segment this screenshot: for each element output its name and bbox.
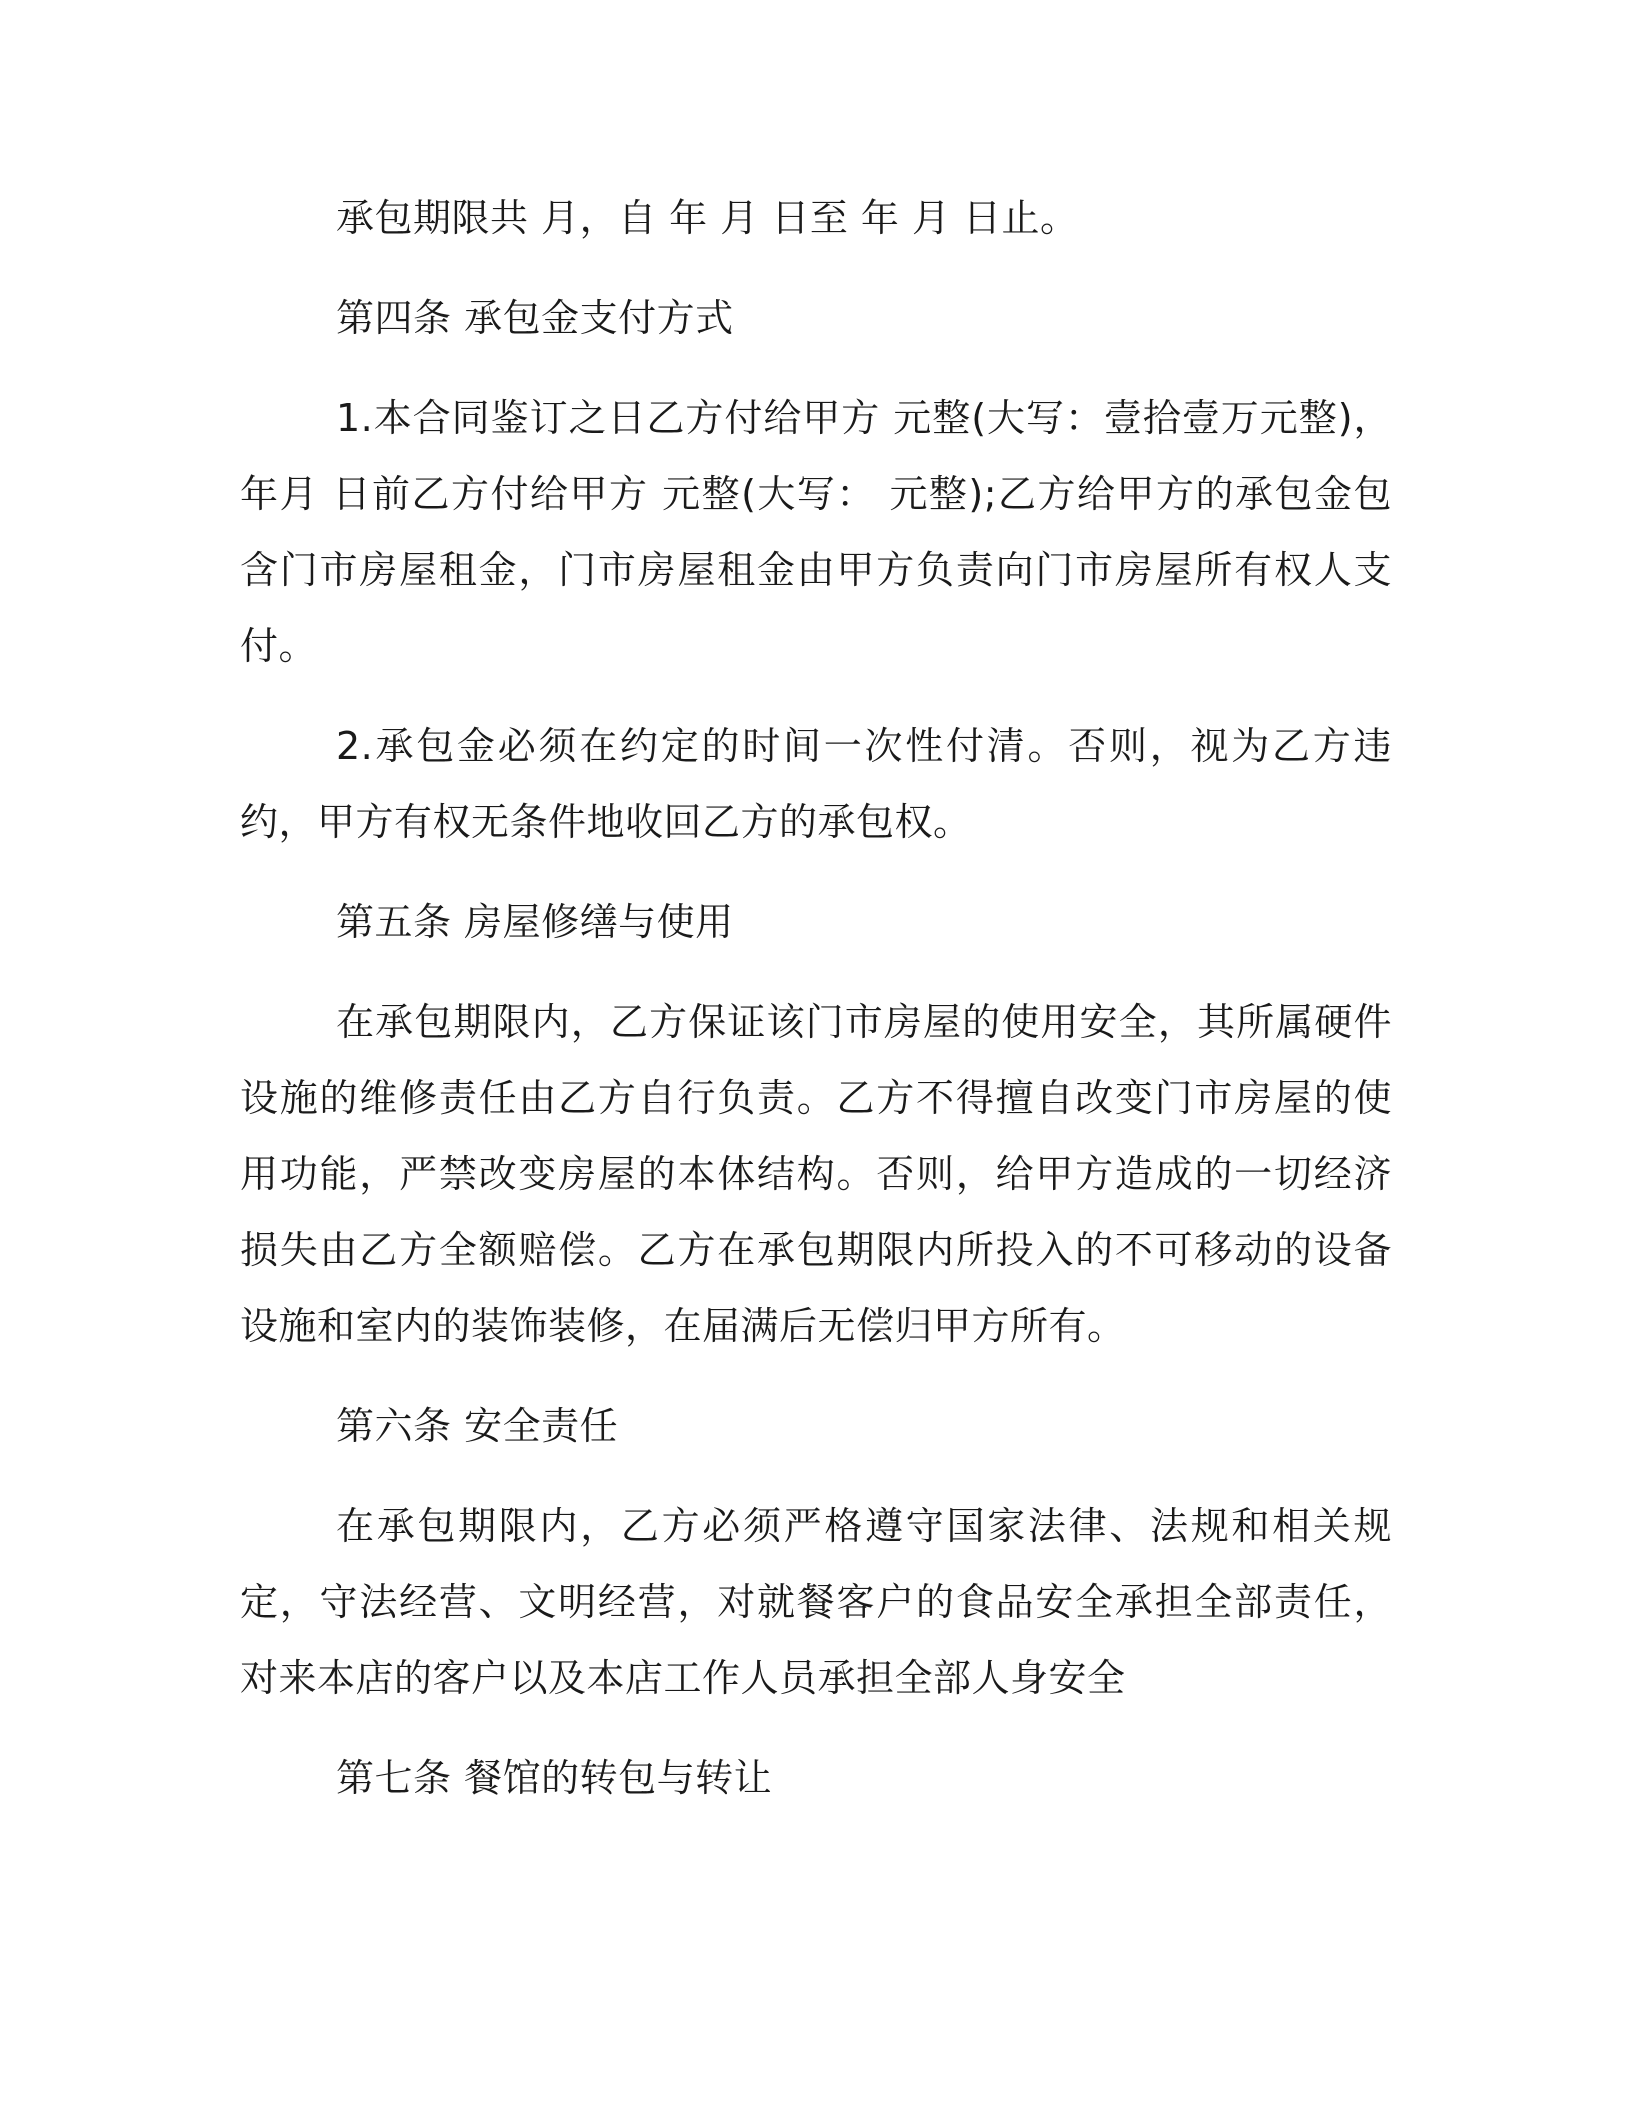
- paragraph-payment-2: 2.承包金必须在约定的时间一次性付清。否则，视为乙方违约，甲方有权无条件地收回乙方的承包权。: [240, 724, 1392, 844]
- document-body: [240, 180, 1392, 1840]
- paragraph-payment-1: 1.本合同鉴订之日乙方付给甲方 元整(大写：壹拾壹万元整)， 年月 日前乙方付给甲方 元整(大写： 元整);乙方给甲方的承包金包含门市房屋租金，门市房屋租金由甲方负责向门市房屋所有权人支付。: [240, 396, 1392, 668]
- heading-article-5: 第五条 房屋修缮与使用: [336, 900, 734, 944]
- paragraph-term: 承包期限共 月，自 年 月 日至 年 月 日止。: [336, 196, 1079, 240]
- heading-article-7: 第七条 餐馆的转包与转让: [336, 1756, 773, 1800]
- paragraph-safety: 在承包期限内，乙方必须严格遵守国家法律、法规和相关规定，守法经营、文明经营，对就餐客户的食品安全承担全部责任，对来本店的客户以及本店工作人员承担全部人身安全: [240, 1504, 1392, 1700]
- heading-article-6: 第六条 安全责任: [336, 1404, 619, 1448]
- paragraph-repair-use: 在承包期限内，乙方保证该门市房屋的使用安全，其所属硬件设施的维修责任由乙方自行负责。乙方不得擅自改变门市房屋的使用功能，严禁改变房屋的本体结构。否则，给甲方造成的一切经济损失由乙方全额赔偿。乙方在承包期限内所投入的不可移动的设备设施和室内的装饰装修，在届满后无偿归甲方所有。: [240, 1000, 1392, 1348]
- heading-article-4: 第四条 承包金支付方式: [336, 296, 734, 340]
